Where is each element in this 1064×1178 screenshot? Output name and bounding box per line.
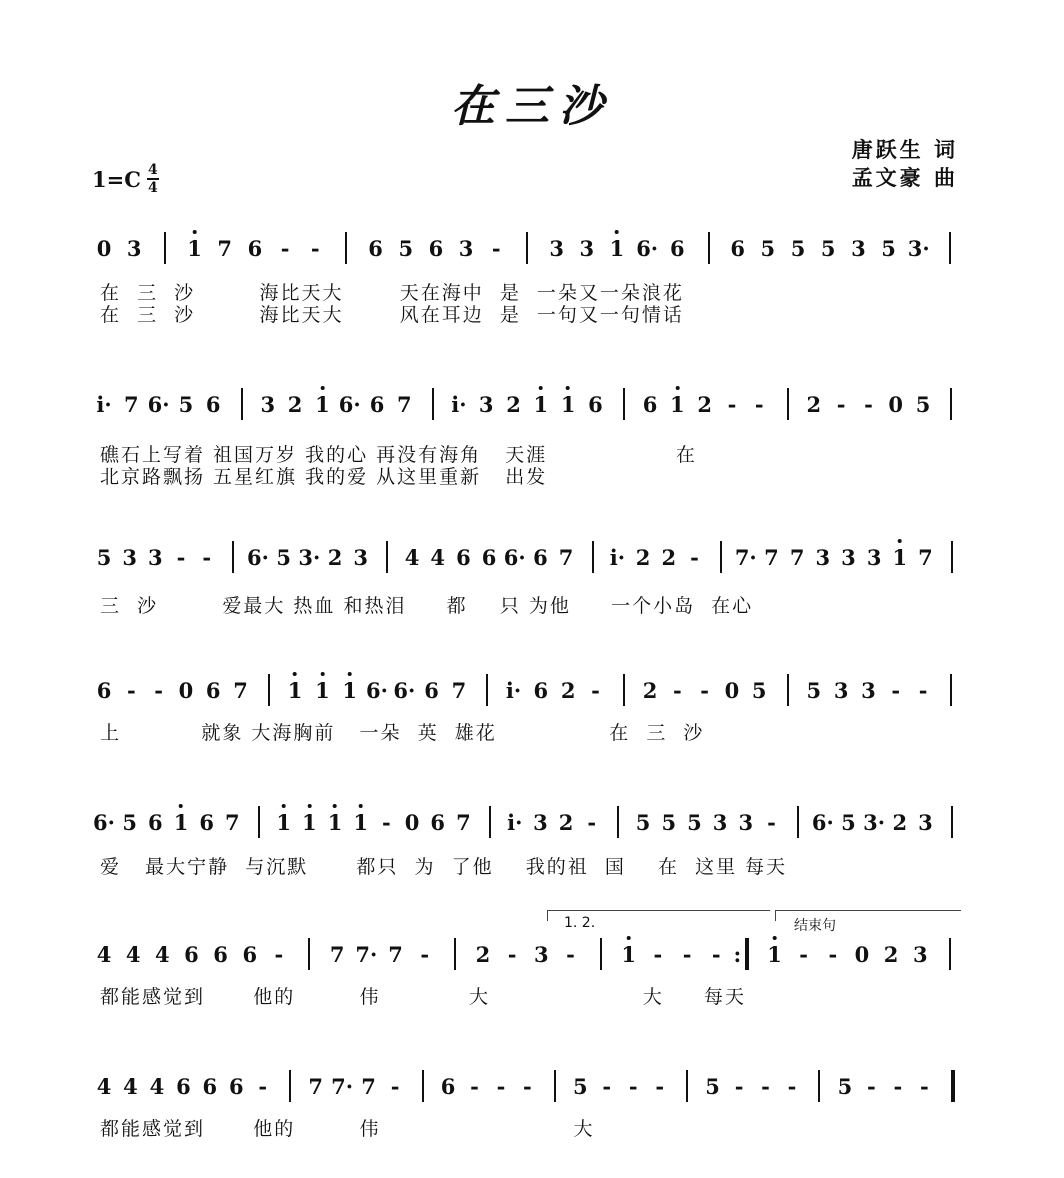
note: 6· [366,678,388,703]
note: 6 [424,678,439,703]
note: 7 [123,392,139,417]
barline [951,806,953,838]
note: 4 [123,1074,138,1099]
note: 1 [315,678,330,704]
dash-extension: - [274,942,284,967]
note: 4 [125,942,141,967]
note: 2 [560,678,576,703]
note: 3 [148,545,163,570]
note: 1 [302,810,317,836]
note: 7· [355,942,378,967]
note: 2 [661,545,677,570]
note: 3 [353,545,369,570]
dash-extension: - [864,392,873,417]
note: 4 [96,1074,112,1099]
note: 1 [670,392,685,418]
key-signature [92,163,159,195]
note: 0 [724,678,740,703]
note: 3 [533,942,549,967]
note: 3 [918,810,933,835]
dash-extension: - [154,678,163,703]
dash-extension: - [727,392,737,417]
note: 5 [276,545,291,570]
dash-extension: - [799,942,809,967]
note: 6 [184,942,199,967]
barline [617,806,619,838]
note: 4 [430,545,446,570]
note: 3 [533,810,548,835]
note: 7 [451,678,467,703]
dash-extension: - [310,236,320,261]
barline [486,674,488,706]
note: 6 [440,1074,456,1099]
note: 6· [393,678,416,703]
note: i· [451,392,467,417]
barline [949,938,951,970]
note: 2 [883,942,899,967]
note: 1 [610,236,625,262]
note: 7 [397,392,412,417]
note: 6 [456,545,471,570]
note: 7 [789,545,805,570]
dash-extension: - [382,810,391,835]
note: 3· [298,545,321,570]
note: 6 [228,1074,244,1099]
note: i· [96,392,112,417]
note: i· [505,678,522,703]
note: 2 [806,392,822,417]
note: 7 [456,810,471,835]
dash-extension: - [682,942,692,967]
barline [745,938,749,970]
lyric-line: 上 就象 大海胸前 一朵 英 雄花 在 三 沙 [100,722,705,744]
barline [623,388,625,420]
note: 3 [458,236,474,261]
note: 5 [687,810,702,835]
note: 3 [126,236,142,261]
note: 5 [572,1074,588,1099]
composer-credit: 孟文豪 曲 [851,166,958,190]
note: 1 [353,810,368,836]
note: 6 [481,545,497,570]
note: 6 [368,236,383,261]
barline [592,541,594,573]
note: 1 [288,678,303,704]
note: 6 [430,810,446,835]
note: 2 [287,392,303,417]
key-label: 1=C [92,166,141,192]
note: 7 [918,545,933,570]
note: 3· [907,236,930,261]
barline [708,232,710,264]
note: 6 [642,392,658,417]
note: 3 [712,810,728,835]
barline [526,232,528,264]
note: 3 [851,236,866,261]
barline [268,674,270,706]
lyric-line: 在 三 沙 海比天大 风在耳边 是 一句又一句情话 [100,304,684,326]
note: i· [507,810,523,835]
lyric-line: 礁石上写着 祖国万岁 我的心 再没有海角 天涯 在 [100,444,697,466]
note: 3 [122,545,137,570]
note: 1 [342,678,357,704]
note: 6 [202,1074,218,1099]
barline [600,938,602,970]
note: 5 [760,236,776,261]
note: 6 [428,236,444,261]
note: 7· [734,545,757,570]
note: 5 [881,236,896,261]
note: 7 [558,545,574,570]
note: 2 [558,810,574,835]
dash-extension: - [202,545,212,570]
note: 7 [233,678,248,703]
note: 5 [806,678,822,703]
note: 4 [154,942,170,967]
dash-extension: - [628,1074,638,1099]
dash-extension: - [919,1074,929,1099]
dash-extension: - [491,236,501,261]
note: 1 [276,810,291,836]
note: 6 [205,392,221,417]
note: 2 [697,392,712,417]
dash-extension: - [420,942,430,967]
dash-extension: - [602,1074,612,1099]
barline [432,388,434,420]
barline [489,806,491,838]
note: 1 [767,942,782,968]
dash-extension: - [767,810,776,835]
note: 1 [328,810,343,836]
note: 6· [247,545,269,570]
dash-extension: - [507,942,517,967]
note: 6 [533,678,549,703]
repeat-sign: : [733,942,742,967]
note: 1 [187,236,202,262]
dash-extension: - [566,942,575,967]
note: 5 [837,1074,853,1099]
time-signature: $\frac{4}{4}$ [148,162,158,196]
note: 5 [178,392,194,417]
song-title: 在三沙 [451,81,613,132]
barline [787,674,789,706]
barline [308,938,310,970]
note: 7 [308,1074,323,1099]
lyric-line: 爱 最大宁静 与沉默 都只 为 了他 我的祖 国 在 这里 每天 [100,856,788,878]
barline [386,541,388,573]
barline [454,938,456,970]
note: 3 [815,545,831,570]
lyric-line: 都能感觉到 他的 伟 大 大 每天 [100,986,746,1008]
dash-extension: - [734,1074,744,1099]
note: 1 [561,392,576,418]
lyricist-credit: 唐跃生 词 [851,138,958,162]
dash-extension: - [761,1074,770,1099]
dash-extension: - [672,678,682,703]
note: 6 [247,236,263,261]
note: 3· [863,810,886,835]
note: 3 [549,236,564,261]
first-ending-bracket [547,910,770,931]
note: 6· [93,810,115,835]
barline [554,1070,556,1102]
note: 3 [866,545,882,570]
dash-extension: - [390,1074,400,1099]
dash-extension: - [176,545,186,570]
dash-extension: - [754,392,764,417]
note: 0 [96,236,112,261]
barline [422,1070,424,1102]
note: 4 [404,545,420,570]
note: 6 [588,392,603,417]
note: 5 [841,810,856,835]
dash-extension: - [700,678,709,703]
dash-extension: - [828,942,838,967]
dash-extension: - [280,236,290,261]
dash-extension: - [711,942,721,967]
barline [950,674,952,706]
note: 1 [315,392,330,418]
note: 5 [751,678,767,703]
note: 6 [176,1074,191,1099]
note: 5 [96,545,112,570]
dash-extension: - [787,1074,797,1099]
dash-extension: - [655,1074,665,1099]
note: 3 [579,236,595,261]
barline [686,1070,688,1102]
note: 2 [642,678,658,703]
note: 3 [912,942,928,967]
final-ending-bracket [775,910,961,934]
note: 5 [635,810,651,835]
note: 5 [661,810,677,835]
note: 2 [635,545,651,570]
note: 0 [178,678,194,703]
note: 5 [398,236,414,261]
note: 6 [148,810,163,835]
note: 7 [361,1074,376,1099]
note: 7 [764,545,779,570]
barline [787,388,789,420]
dash-extension: - [587,810,597,835]
dash-extension: - [918,678,928,703]
note: 6 [533,545,548,570]
dash-extension: - [867,1074,876,1099]
note: 1 [621,942,636,968]
barline [949,232,951,264]
note: 5 [122,810,137,835]
final-ending-label: 结束句 [794,918,836,934]
lyric-line: 三 沙 爱最大 热血 和热泪 都 只 为他 一个小岛 在心 [100,595,754,617]
dash-extension: - [591,678,600,703]
dash-extension: - [690,545,699,570]
note: 6 [213,942,228,967]
note: 6 [205,678,221,703]
note: 2 [892,810,908,835]
note: 3 [738,810,754,835]
note: 3 [478,392,494,417]
barline [258,806,260,838]
dash-extension: - [891,678,901,703]
note: 2 [506,392,521,417]
dash-extension: - [496,1074,506,1099]
lyric-line: 都能感觉到 他的 伟 大 [100,1118,595,1140]
barline [951,1070,955,1102]
dash-extension: - [653,942,663,967]
note: 5 [915,392,931,417]
note: 7· [331,1074,354,1099]
note: 6· [503,545,526,570]
barline [950,388,952,420]
note: 5 [820,236,836,261]
note: 3 [260,392,276,417]
dash-extension: - [836,392,846,417]
note: 5 [705,1074,720,1099]
note: 1 [174,810,189,836]
note: 0 [854,942,870,967]
note: 2 [327,545,343,570]
lyric-line: 在 三 沙 海比天大 天在海中 是 一朵又一朵浪花 [100,282,684,304]
note: 5 [790,236,806,261]
note: 3 [833,678,849,703]
note: 6 [242,942,258,967]
note: 6· [811,810,834,835]
dash-extension: - [523,1074,532,1099]
first-ending-label: 1. 2. [564,915,596,931]
barline [623,674,625,706]
note: 1 [893,545,908,571]
note: 7 [329,942,345,967]
barline [289,1070,291,1102]
note: 7 [225,810,240,835]
note: 6· [636,236,659,261]
barline [797,806,799,838]
dash-extension: - [258,1074,268,1099]
barline [720,541,722,573]
note: 4 [149,1074,165,1099]
barline [241,388,243,420]
note: 0 [404,810,420,835]
barline [164,232,166,264]
dash-extension: - [470,1074,479,1099]
note: 6 [96,678,112,703]
lyric-line: 北京路飘扬 五星红旗 我的爱 从这里重新 出发 [100,466,548,488]
note: 6 [369,392,385,417]
note: 3 [841,545,856,570]
barline [818,1070,820,1102]
barline [951,541,953,573]
barline [232,541,234,573]
note: 6 [199,810,214,835]
note: 7 [217,236,232,261]
note: 0 [888,392,904,417]
note: 6 [730,236,745,261]
note: 1 [534,392,549,418]
dash-extension: - [893,1074,903,1099]
note: 6 [670,236,685,261]
note: i· [609,545,626,570]
note: 4 [96,942,112,967]
dash-extension: - [126,678,136,703]
note: 7 [388,942,403,967]
note: 6· [338,392,361,417]
note: 6· [147,392,170,417]
barline [345,232,347,264]
note: 2 [475,942,491,967]
note: 3 [861,678,876,703]
